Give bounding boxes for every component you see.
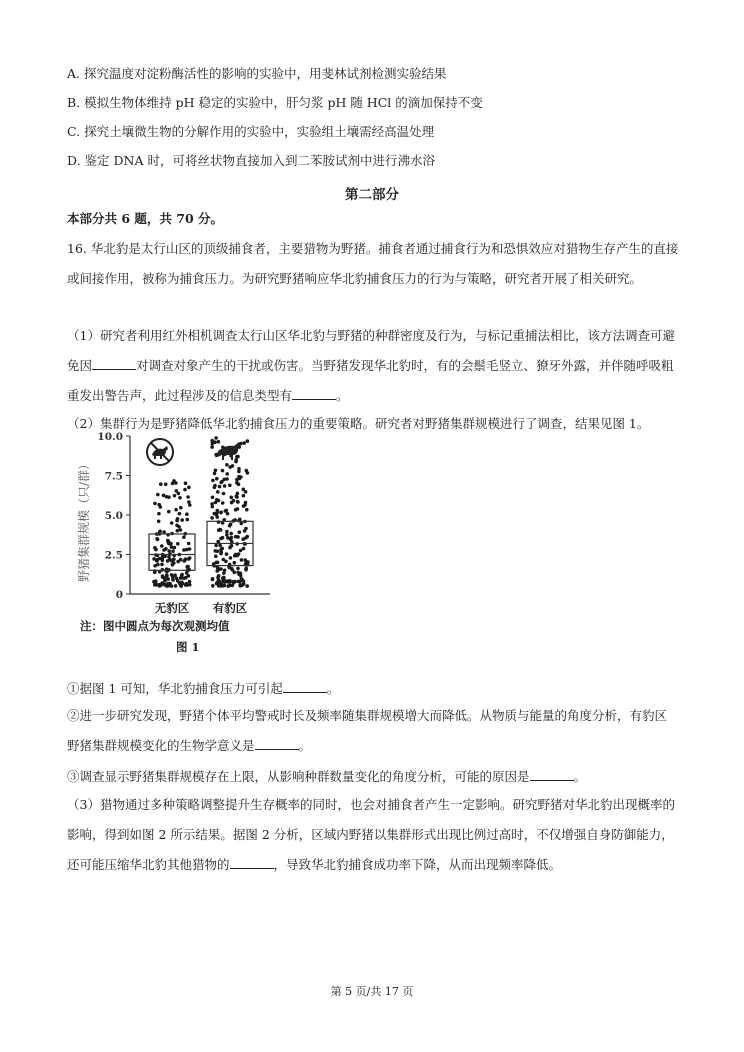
answer-blank[interactable] [92, 357, 136, 370]
observation-dot [234, 535, 238, 539]
observation-dot [228, 484, 232, 488]
observation-dot [225, 509, 229, 513]
observation-dot [215, 582, 219, 586]
observation-dot [236, 455, 240, 459]
observation-dot [188, 556, 192, 560]
observation-dot [161, 575, 165, 579]
observation-dot [234, 553, 238, 557]
q16-part1-text-c: 。 [336, 388, 349, 403]
y-axis-title: 野猪集群规模（只/群） [77, 457, 91, 583]
q16-sub1-text-b: 。 [326, 681, 340, 696]
observation-dot [185, 571, 189, 575]
observation-dot [230, 567, 234, 571]
observation-dot [214, 544, 218, 548]
observation-dot [242, 580, 246, 584]
observation-dot [171, 549, 175, 553]
answer-blank[interactable] [255, 737, 299, 750]
observation-dot [174, 584, 178, 588]
observation-dot [225, 533, 229, 537]
y-tick-label: 5.0 [104, 510, 123, 522]
observation-dot [230, 536, 234, 540]
answer-blank[interactable] [292, 387, 336, 400]
observation-dot [171, 576, 175, 580]
observation-dot [243, 558, 247, 562]
observation-dot [211, 578, 215, 582]
observation-dot [184, 481, 188, 485]
observation-dot [170, 584, 174, 588]
q16-intro: 16. 华北豹是太行山区的顶级捕食者，主要猎物为野猪。捕食者通过捕食行为和恐惧效应对猎物生存产生的直接或间接作用，被称为捕食压力。为研究野猪响应华北豹捕食压力的行为与策略，研究者开展了相关研究。 [67, 241, 679, 286]
observation-dot [210, 516, 214, 520]
observation-dot [188, 503, 192, 507]
observation-dot [176, 560, 180, 564]
observation-dot [217, 440, 221, 444]
y-tick-label: 0 [115, 589, 123, 601]
observation-dot [223, 484, 227, 488]
observation-dot [183, 488, 187, 492]
observation-dot [219, 511, 223, 515]
observation-dot [176, 542, 180, 546]
answer-blank[interactable] [230, 856, 274, 869]
observation-dot [178, 581, 182, 585]
observation-dot [225, 530, 229, 534]
observation-dot [219, 567, 223, 571]
observation-dot [228, 580, 232, 584]
observation-dot [185, 548, 189, 552]
observation-dot [178, 496, 182, 500]
observation-dot [221, 501, 225, 505]
observation-dot [160, 544, 164, 548]
observation-dot [229, 556, 233, 560]
observation-dot [221, 469, 225, 473]
observation-dot [182, 577, 186, 581]
observation-dot [233, 580, 237, 584]
observation-dot [220, 547, 224, 551]
observation-dot [185, 512, 189, 516]
observation-dot [162, 548, 166, 552]
observation-dot [238, 580, 242, 584]
observation-dot [183, 558, 187, 562]
observation-dot [213, 472, 217, 476]
observation-dot [237, 483, 241, 487]
y-tick-label: 7.5 [104, 470, 123, 483]
section-subtitle: 本部分共 6 题，共 70 分。 [67, 211, 224, 226]
observation-dot [225, 477, 229, 481]
observation-dot [188, 583, 192, 587]
observation-dot [217, 578, 221, 582]
observation-dot [213, 484, 217, 488]
q16-part3 [67, 790, 679, 880]
q16-sub2-text-b: 。 [298, 738, 312, 753]
answer-blank[interactable] [530, 768, 574, 781]
observation-dot [157, 512, 161, 516]
observation-dot [171, 482, 175, 486]
observation-dot [167, 549, 171, 553]
observation-dot [159, 505, 163, 509]
figure-note: 注：图中圆点为每次观测均值 [80, 619, 230, 633]
observation-dot [214, 469, 218, 473]
observation-dot [245, 508, 249, 512]
observation-dot [211, 442, 215, 446]
observation-dot [167, 510, 171, 514]
observation-dot [236, 567, 240, 571]
q16-part1-text-a: （1）研究者利用红外相机调查太行山区华北豹与野猪的种群密度及行为，与标记重捕法相比，该方法调查可避免因 [67, 328, 675, 373]
observation-dot [210, 502, 214, 506]
observation-dot [221, 576, 225, 580]
observation-dot [244, 501, 248, 505]
observation-dot [220, 480, 224, 484]
observation-dot [244, 568, 248, 572]
observation-dot [230, 501, 234, 505]
observation-dot [156, 538, 160, 542]
observation-dot [179, 528, 183, 532]
observation-dot [217, 574, 221, 578]
observation-dot [176, 529, 180, 533]
observation-dot [216, 561, 220, 565]
observation-dot [244, 490, 248, 494]
observation-dot [186, 495, 190, 499]
page-footer: 第 5 页/共 17 页 [330, 985, 414, 998]
observation-dot [215, 569, 219, 573]
observation-dot [214, 555, 218, 559]
observation-dot [188, 547, 192, 551]
q16-sub1-text-a: ①据图 1 可知，华北豹捕食压力可引起 [67, 681, 283, 696]
observation-dot [157, 520, 161, 524]
observation-dot [152, 557, 156, 561]
observation-dot [242, 494, 246, 498]
observation-dot [237, 572, 241, 576]
observation-dot [163, 583, 167, 587]
section-title: 第二部分 [345, 187, 399, 203]
observation-dot [160, 563, 164, 567]
observation-dot [246, 439, 250, 443]
q16-part1-text-b: 对调查对象产生的干扰或伤害。当野猪发现华北豹时，有的会鬃毛竖立、獠牙外露，并伴随呼吸粗重发出警告声，此过程涉及的信息类型有 [67, 358, 674, 403]
observation-dot [210, 445, 214, 449]
observation-dot [245, 584, 249, 588]
observation-dot [182, 535, 186, 539]
observation-dot [216, 490, 220, 494]
observation-dot [157, 583, 161, 587]
observation-dot [215, 511, 219, 515]
observation-dot [215, 498, 219, 502]
observation-dot [242, 504, 246, 508]
observation-dot [153, 502, 157, 506]
y-tick-label: 2.5 [104, 549, 123, 562]
observation-dot [166, 577, 170, 581]
observation-dot [173, 546, 177, 550]
q16-sub2 [67, 701, 679, 761]
observation-dot [233, 571, 237, 575]
y-tick-label: 10.0 [97, 431, 123, 443]
observation-dot [188, 580, 192, 584]
x-category-label: 有豹区 [212, 601, 248, 615]
observation-dot [235, 494, 239, 498]
observation-dot [170, 521, 174, 525]
observation-dot [240, 522, 244, 526]
observation-dot [158, 530, 162, 534]
observation-dot [173, 494, 177, 498]
observation-dot [245, 469, 249, 473]
observation-dot [239, 549, 243, 553]
observation-dot [216, 549, 220, 553]
observation-dot [211, 496, 215, 500]
observation-dot [222, 558, 226, 562]
observation-dot [187, 542, 191, 546]
observation-dot [158, 557, 162, 561]
observation-dot [222, 580, 226, 584]
observation-dot [233, 561, 237, 565]
option-b: B. 模拟生物体维持 pH 稳定的实验中，肝匀浆 pH 随 HCl 的滴加保持不变 [67, 95, 483, 110]
observation-dot [175, 524, 179, 528]
x-category-label: 无豹区 [154, 601, 190, 615]
observation-dot [171, 563, 175, 567]
observation-dot [153, 564, 157, 568]
observation-dot [236, 500, 240, 504]
observation-dot [174, 508, 178, 512]
observation-dot [152, 580, 156, 584]
observation-dot [225, 463, 229, 467]
no-leopard-icon [147, 439, 173, 465]
observation-dot [214, 436, 218, 440]
observation-dot [236, 507, 240, 511]
observation-dot [162, 530, 166, 534]
observation-dot [180, 518, 184, 522]
observation-dot [175, 519, 179, 523]
observation-dot [238, 530, 242, 534]
observation-dot [234, 460, 238, 464]
observation-dot [226, 536, 230, 540]
observation-dot [211, 584, 215, 588]
option-a: A. 探究温度对淀粉酶活性的影响的实验中，用斐林试剂检测实验结果 [67, 66, 447, 81]
observation-dot [186, 518, 190, 522]
option-d: D. 鉴定 DNA 时，可将丝状物直接加入到二苯胺试剂中进行沸水浴 [67, 153, 435, 168]
observation-dot [154, 548, 158, 552]
q16-sub3-text-b: 。 [573, 769, 587, 784]
observation-dot [225, 472, 229, 476]
q16-sub3-text-a: ③调查显示野猪集群规模存在上限，从影响种群数量变化的角度分析，可能的原因是 [67, 769, 530, 784]
observation-dot [221, 536, 225, 540]
observation-dot [226, 512, 230, 516]
observation-dot [174, 481, 178, 485]
observation-dot [187, 486, 191, 490]
observation-dot [229, 532, 233, 536]
observation-dot [219, 550, 223, 554]
answer-blank[interactable] [283, 680, 327, 693]
observation-dot [237, 470, 241, 474]
observation-dot [179, 506, 183, 510]
option-c: C. 探究土壤微生物的分解作用的实验中，实验组土壤需经高温处理 [67, 124, 435, 139]
observation-dot [163, 579, 167, 583]
q16-sub2-text-a: ②进一步研究发现，野猪个体平均警戒时长及频率随集群规模增大而降低。从物质与能量的角度分析，有豹区野猪集群规模变化的生物学意义是 [67, 708, 668, 753]
q16-sub3 [67, 768, 586, 785]
observation-dot [235, 478, 239, 482]
observation-dot [172, 557, 176, 561]
observation-dot [156, 493, 160, 497]
q16-sub1 [67, 680, 339, 697]
observation-dot [240, 558, 244, 562]
observation-dot [218, 485, 222, 489]
observation-dot [159, 482, 163, 486]
observation-dot [175, 577, 179, 581]
observation-dot [225, 552, 229, 556]
observation-dot [165, 573, 169, 577]
observation-dot [166, 559, 170, 563]
observation-dot [185, 582, 189, 586]
observation-dot [217, 528, 221, 532]
observation-dot [222, 492, 226, 496]
q16-part1 [67, 321, 679, 411]
figure-label: 图 1 [176, 640, 200, 654]
observation-dot [230, 496, 234, 500]
observation-dot [165, 495, 169, 499]
observation-dot [246, 535, 250, 539]
observation-dot [230, 544, 234, 548]
observation-dot [179, 576, 183, 580]
observation-dot [178, 512, 182, 516]
observation-dot [211, 479, 215, 483]
q16-part2: （2）集群行为是野猪降低华北豹捕食压力的重要策略。研究者对野猪集群规模进行了调查，结果见图 1。 [67, 416, 650, 431]
observation-dot [228, 465, 232, 469]
observation-dot [222, 571, 226, 575]
observation-dot [243, 529, 247, 533]
observation-dot [175, 489, 179, 493]
observation-dot [166, 539, 170, 543]
observation-dot [218, 584, 222, 588]
q16-part3-text-b: ，导致华北豹捕食成功率下降，从而出现频率降低。 [273, 857, 562, 872]
observation-dot [242, 441, 246, 445]
observation-dot [164, 483, 168, 487]
observation-dot [215, 477, 219, 481]
q16-part3-text-a: （3）猎物通过多种策略调整提升生存概率的同时，也会对捕食者产生一定影响。研究野猪对华北豹出现概率的影响，得到如图 2 所示结果。据图 2 分析，区域内野猪以集群形式出现比例过高时，不仅增强自身防御能力，还可能压缩华北豹其他猎物的 [67, 797, 675, 872]
observation-dot [242, 547, 246, 551]
observation-dot [223, 584, 227, 588]
observation-dot [228, 524, 232, 528]
figure-1 [70, 428, 300, 658]
